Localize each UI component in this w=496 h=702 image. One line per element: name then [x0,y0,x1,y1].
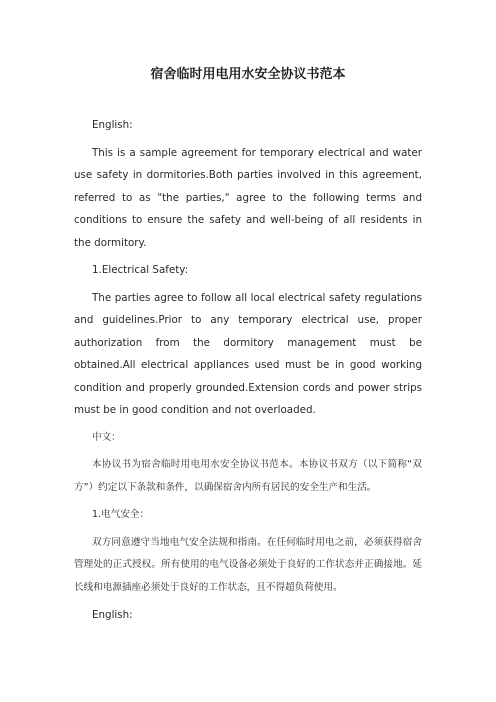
paragraph-intro-chinese: 本协议书为宿舍临时用电用水安全协议书范本。本协议书双方（以下简称“双方”）约定以下条款和条件，以确保宿舍内所有居民的安全生产和生活。 [74,459,422,493]
document-title: 宿舍临时用电用水安全协议书范本 [150,67,346,82]
paragraph-english-label: English: [92,119,133,131]
paragraph-intro-english: This is a sample agreement for temporary electrical and water use safety in dormitories.Both parties involved in this agreement, referred to as "the parties," agree to the following terms and conditions to ensure the safety and well-being of all residents in the dormitory. [74,146,422,249]
paragraph-section-heading-electrical: 1.Electrical Safety: [92,264,189,276]
paragraph-electrical-chinese: 双方同意遵守当地电气安全法规和指南。在任何临时用电之前，必须获得宿舍管理处的正式授权。所有使用的电气设备必须处于良好的工作状态并正确接地。延长线和电源插座必须处于良好的工作状态，且不得超负荷使用。 [74,536,422,593]
paragraph-chinese-label: 中文： [92,431,121,443]
paragraph-section-heading-electrical-cn: 1.电气安全： [92,509,150,520]
document-body [74,114,422,632]
paragraph-english-label-2: English: [92,609,133,621]
paragraph-electrical-english: The parties agree to follow all local electrical safety regulations and guidelines.Prior to any temporary electrical use, proper authorization from the dormitory management must be obtained.All electrical appliances used must be in good working condition and properly grounded.Extension cords and power strips must be in good condition and not overloaded. [74,291,422,416]
